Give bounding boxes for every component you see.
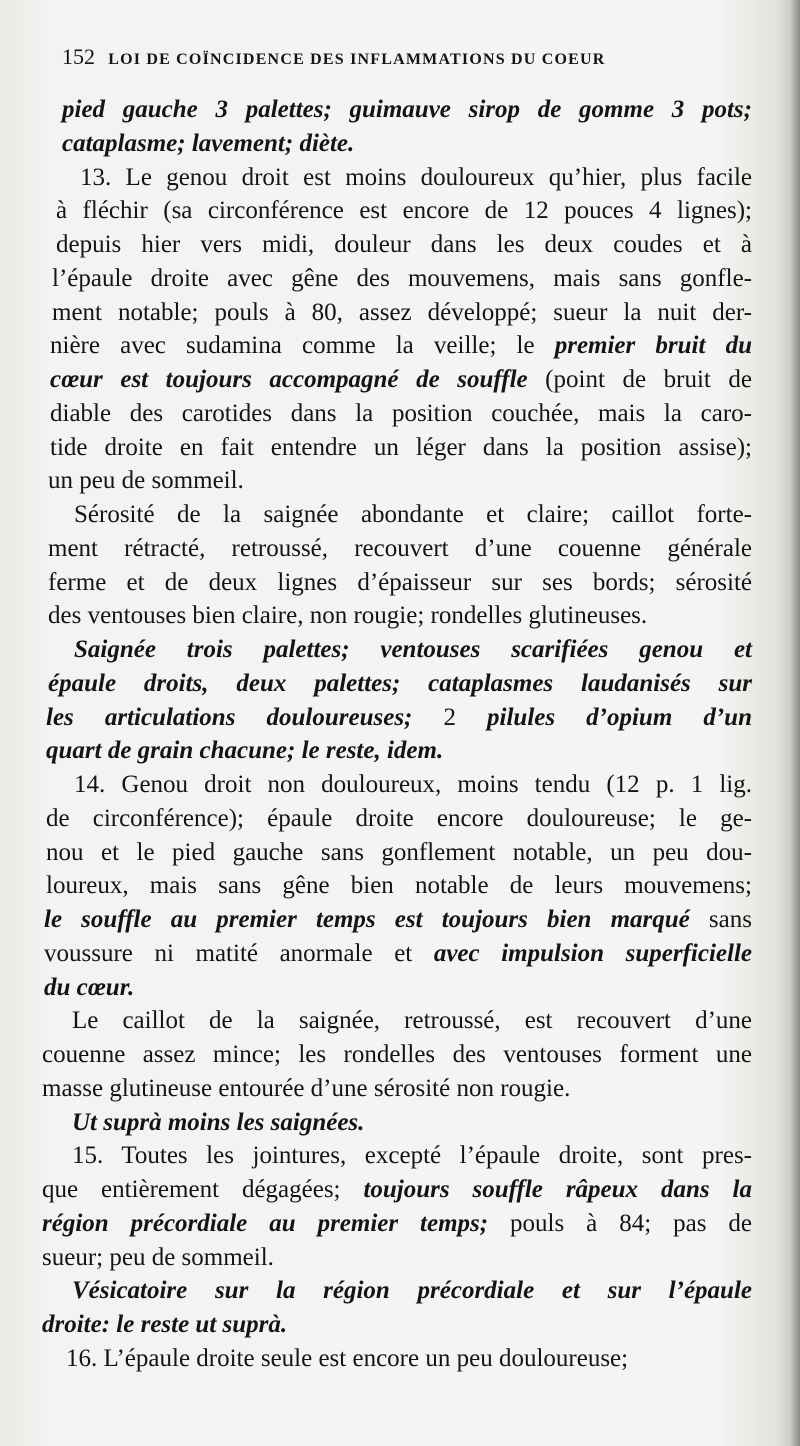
running-title: LOI DE COÏNCIDENCE DES INFLAMMATIONS DU COEUR xyxy=(108,51,606,68)
text-segment: voussure ni matité anormale et xyxy=(44,939,434,967)
text-line xyxy=(40,464,752,498)
italic-text-segment: pilules d’opium d’un xyxy=(455,703,752,731)
text-line xyxy=(40,161,752,195)
text-line xyxy=(40,1106,752,1140)
text-line xyxy=(40,903,752,937)
text-line xyxy=(40,633,752,667)
text-segment: à fléchir (sa circonférence est encore de 12 pouces 4 lignes); xyxy=(56,197,752,225)
italic-text-segment: le souffle au premier temps est toujours bien marqué xyxy=(44,906,690,933)
text-segment: ferme et de deux lignes d’épaisseur sur ses bords; sérosité xyxy=(48,568,752,596)
text-line xyxy=(40,802,752,836)
italic-text-segment: cataplasme; lavement; diète. xyxy=(62,129,355,157)
text-segment: nou et le pied gauche sans gonflement notable, un peu dou- xyxy=(46,838,752,866)
text-segment: de circonférence); épaule droite encore douloureuse; le ge- xyxy=(46,804,752,832)
text-segment: (point de bruit de xyxy=(527,366,752,393)
text-line xyxy=(40,363,752,397)
italic-text-segment: région précordiale au premier temps; xyxy=(42,1209,489,1237)
text-line xyxy=(40,1072,752,1106)
text-segment: couenne assez mince; les rondelles des ventouses forment une xyxy=(42,1041,752,1068)
text-line xyxy=(40,971,752,1005)
text-line xyxy=(40,1308,752,1342)
text-line xyxy=(40,296,752,330)
text-line xyxy=(40,498,752,532)
text-line xyxy=(40,228,752,262)
text-segment: l’épaule droite avec gêne des mouvemens, mais sans gonfle- xyxy=(52,264,752,292)
text-line xyxy=(40,1241,752,1275)
text-line xyxy=(40,768,752,802)
text-line xyxy=(40,869,752,903)
text-segment: Le caillot de la saignée, retroussé, est recouvert d’une xyxy=(72,1007,752,1035)
page-edge-shadow xyxy=(790,0,800,1446)
italic-text-segment: du cœur. xyxy=(44,973,135,1001)
text-line xyxy=(40,431,752,465)
text-segment: 16. L’épaule droite seule est encore un peu douloureuse; xyxy=(66,1344,629,1372)
text-segment: pouls à 84; pas de xyxy=(488,1209,752,1237)
text-line xyxy=(40,329,752,363)
text-segment: des ventouses bien claire, non rougie; rondelles glutineuses. xyxy=(48,602,648,630)
text-segment: depuis hier vers midi, douleur dans les deux coudes et à xyxy=(56,231,752,258)
italic-text-segment: quart de grain chacune; le reste, idem. xyxy=(46,737,444,765)
text-segment: diable des carotides dans la position couchée, mais la caro- xyxy=(50,399,752,427)
text-line xyxy=(40,836,752,870)
text-line xyxy=(40,1342,752,1376)
text-segment: un peu de sommeil. xyxy=(48,467,244,495)
text-segment: 15. Toutes les jointures, excepté l’épaule droite, sont pres- xyxy=(72,1142,752,1170)
text-line xyxy=(40,93,752,127)
text-segment: 14. Genou droit non douloureux, moins tendu (12 p. 1 lig. xyxy=(74,771,752,798)
text-segment: sans xyxy=(689,906,752,933)
italic-text-segment: Vésicatoire sur la région précordiale et sur l’épaule xyxy=(72,1277,752,1305)
text-line xyxy=(40,734,752,768)
text-line xyxy=(40,397,752,431)
text-line xyxy=(40,1139,752,1173)
text-segment: masse glutineuse entourée d’une sérosité non rougie. xyxy=(42,1074,571,1102)
italic-text-segment: Ut suprà moins les saignées. xyxy=(72,1108,365,1136)
text-segment: Sérosité de la saignée abondante et claire; caillot forte- xyxy=(74,501,752,528)
text-line xyxy=(40,194,752,228)
text-line xyxy=(40,667,752,701)
text-segment: sueur; peu de sommeil. xyxy=(42,1243,274,1271)
italic-text-segment: les articulations douloureuses; xyxy=(46,703,444,731)
body-text xyxy=(40,93,752,1376)
italic-text-segment: toujours souffle râpeux dans la xyxy=(363,1176,752,1203)
text-line xyxy=(40,1274,752,1308)
italic-text-segment: droite: le reste ut suprà. xyxy=(42,1311,288,1338)
italic-text-segment: pied gauche 3 palettes; guimauve sirop de gomme 3 pots; xyxy=(62,96,752,123)
text-segment: ment notable; pouls à 80, assez développé; sueur la nuit der- xyxy=(52,298,752,326)
italic-text-segment: cœur est toujours accompagné de souffle xyxy=(50,366,528,393)
text-segment: nière avec sudamina comme la veille; le xyxy=(50,332,555,360)
text-line xyxy=(40,599,752,633)
italic-text-segment: épaule droits, deux palettes; cataplasmes laudanisés sur xyxy=(48,669,752,697)
text-segment: que entièrement dégagées; xyxy=(42,1176,364,1203)
text-line xyxy=(40,1038,752,1072)
text-segment: 2 xyxy=(443,703,456,731)
italic-text-segment: avec impulsion superficielle xyxy=(433,939,752,967)
running-header xyxy=(62,40,712,74)
italic-text-segment: premier bruit du xyxy=(554,332,752,360)
text-segment: loureux, mais sans gêne bien notable de leurs mouvemens; xyxy=(46,872,752,900)
text-line xyxy=(40,1004,752,1038)
text-line xyxy=(40,262,752,296)
text-line xyxy=(40,937,752,971)
text-line xyxy=(40,1207,752,1241)
text-segment: tide droite en fait entendre un léger dans la position assise); xyxy=(50,433,752,461)
text-line xyxy=(40,532,752,566)
page-number: 152 xyxy=(62,44,95,69)
text-segment: 13. Le genou droit est moins douloureux qu’hier, plus facile xyxy=(80,163,752,191)
italic-text-segment: Saignée trois palettes; ventouses scarifiées genou et xyxy=(74,636,752,663)
text-line xyxy=(40,566,752,600)
text-line xyxy=(40,1173,752,1207)
text-line xyxy=(40,127,752,161)
text-line xyxy=(40,701,752,735)
text-segment: ment rétracté, retroussé, recouvert d’une couenne générale xyxy=(48,534,752,562)
